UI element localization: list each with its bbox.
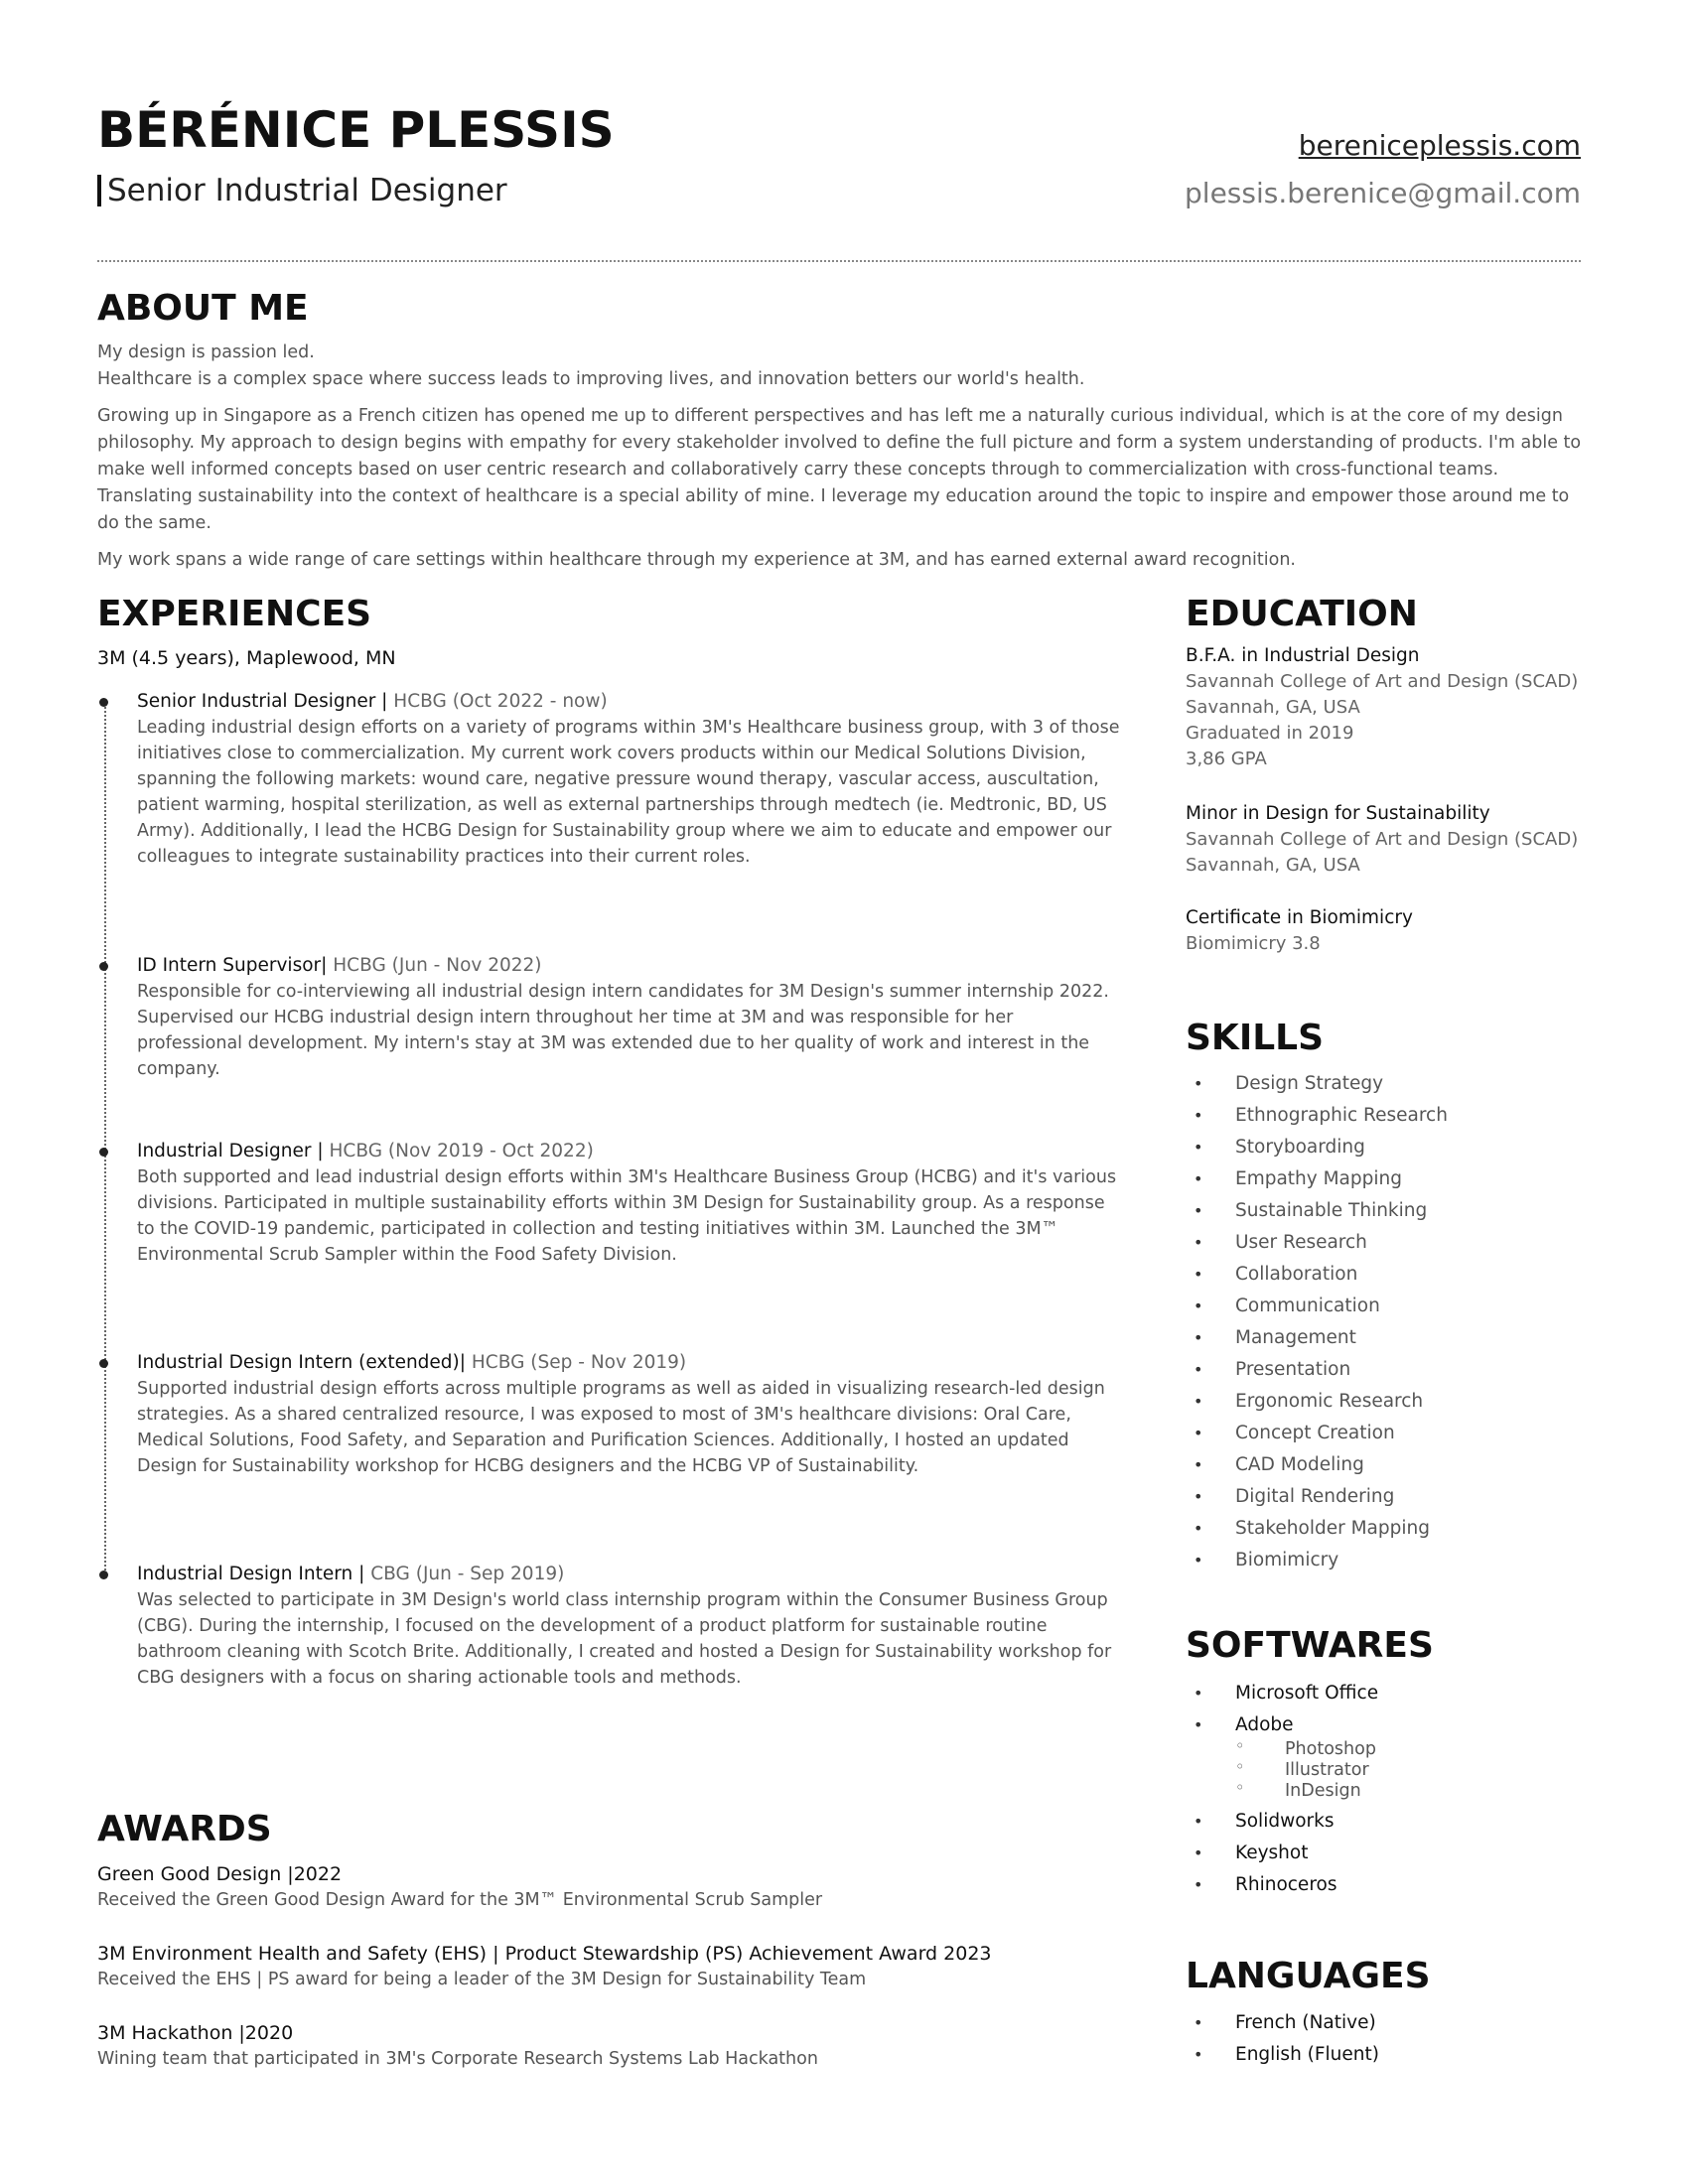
education-item <box>1186 801 1578 879</box>
education-line: Savannah, GA, USA <box>1186 855 1360 876</box>
languages-heading: LANGUAGES <box>1186 1956 1431 1996</box>
degree-title: Certificate in Biomimicry <box>1186 907 1413 928</box>
languages-list <box>1186 2007 1379 2071</box>
softwares-list <box>1186 1678 1378 1901</box>
experiences-heading: EXPERIENCES <box>97 594 372 634</box>
awards-heading: AWARDS <box>97 1809 272 1849</box>
experience-title <box>137 1350 1120 1376</box>
education-line: Savannah, GA, USA <box>1186 697 1360 718</box>
education-line: Savannah College of Art and Design (SCAD) <box>1186 671 1579 692</box>
timeline-dot <box>99 698 108 707</box>
experience-role: ID Intern Supervisor| <box>137 955 328 976</box>
website-link[interactable]: bereniceplessis.com <box>1298 129 1581 162</box>
award-description: Received the Green Good Design Award for the 3M™ Environmental Scrub Sampler <box>97 1890 823 1910</box>
education-line: Biomimicry 3.8 <box>1186 933 1321 954</box>
about-heading: ABOUT ME <box>97 288 309 329</box>
about-paragraph-4: My work spans a wide range of care settings within healthcare through my experience at 3M, and has earned external award recognition. <box>97 550 1296 570</box>
award-description: Received the EHS | PS award for being a leader of the 3M Design for Sustainability Team <box>97 1970 867 1989</box>
software-subitem: ◦ Illustrator <box>1186 1760 1378 1781</box>
skill-item: • Stakeholder Mapping <box>1186 1513 1448 1545</box>
timeline-dot <box>99 1359 108 1368</box>
skill-item: • Communication <box>1186 1291 1448 1322</box>
education-heading: EDUCATION <box>1186 594 1418 634</box>
experience-item <box>137 689 1120 870</box>
award-title: Green Good Design |2022 <box>97 1863 343 1885</box>
award-title: 3M Hackathon |2020 <box>97 2022 294 2044</box>
experience-title <box>137 1562 1120 1587</box>
experience-meta: HCBG (Sep - Nov 2019) <box>466 1352 687 1373</box>
job-title <box>97 173 507 208</box>
experience-item <box>137 1350 1120 1479</box>
experience-meta: HCBG (Oct 2022 - now) <box>387 691 608 712</box>
email-address[interactable]: plessis.berenice@gmail.com <box>1185 177 1581 209</box>
experience-role: Industrial Designer | <box>137 1141 324 1161</box>
timeline-dot <box>99 1570 108 1579</box>
software-subitem: ◦ Photoshop <box>1186 1739 1378 1760</box>
skills-list <box>1186 1068 1448 1576</box>
experience-item <box>137 1562 1120 1691</box>
skill-item: • Empathy Mapping <box>1186 1163 1448 1195</box>
skill-item: • Management <box>1186 1322 1448 1354</box>
skill-item: • Storyboarding <box>1186 1132 1448 1163</box>
award-title: 3M Environment Health and Safety (EHS) | Product Stewardship (PS) Achievement Award 2023 <box>97 1943 992 1965</box>
software-item: • Rhinoceros <box>1186 1869 1378 1901</box>
skill-item: • Digital Rendering <box>1186 1481 1448 1513</box>
education-line: Savannah College of Art and Design (SCAD) <box>1186 829 1579 850</box>
skill-item: • Biomimicry <box>1186 1545 1448 1576</box>
skill-item: • Sustainable Thinking <box>1186 1195 1448 1227</box>
experience-title <box>137 689 1120 715</box>
experience-description: Leading industrial design efforts on a variety of programs within 3M's Healthcare business group, with 3 of those initiatives close to commercialization. My current work covers products within our Medical Solutions Division, spanning the following markets: wound care, negative pressure wound therapy, vascular access, auscultation, patient warming, hospital sterilization, as well as external partnerships through medtech (ie. Medtronic, BD, US Army). Additionally, I lead the HCBG Design for Sustainability group where we aim to educate and empower our colleagues to integrate sustainability practices into their current roles. <box>137 718 1120 867</box>
experience-description: Was selected to participate in 3M Design's world class internship program within the Consumer Business Group (CBG). During the internship, I focused on the development of a product platform for sustainable routine bathroom cleaning with Scotch Brite. Additionally, I created and hosted a Design for Sustainability workshop for CBG designers with a focus on sharing actionable tools and methods. <box>137 1590 1112 1688</box>
about-paragraph-2: Growing up in Singapore as a French citizen has opened me up to different perspectives and has left me a naturally curious individual, which is at the core of my design philosophy. My approach to design begins with empathy for every stakeholder involved to define the full picture and form a system understanding of products. I'm able to make well informed concepts based on user centric research and collaboratively carry these concepts through to commercialization with cross-functional teams. <box>97 406 1582 479</box>
software-item: • Adobe <box>1186 1709 1378 1741</box>
skills-heading: SKILLS <box>1186 1018 1325 1058</box>
skill-item: • Ergonomic Research <box>1186 1386 1448 1418</box>
experience-role: Senior Industrial Designer | <box>137 691 388 712</box>
experience-meta: HCBG (Nov 2019 - Oct 2022) <box>323 1141 594 1161</box>
experience-item <box>137 953 1120 1082</box>
resume-name: BÉRÉNICE PLESSIS <box>97 101 615 159</box>
software-subitem: ◦ InDesign <box>1186 1781 1378 1802</box>
education-line: Graduated in 2019 <box>1186 723 1354 744</box>
experience-description: Supported industrial design efforts across multiple programs as well as aided in visualizing research-led design strategies. As a shared centralized resource, I was exposed to most of 3M's healthcare divisions: Oral Care, Medical Solutions, Food Safety, and Separation and Purification Sciences. Additionally, I hosted an updated Design for Sustainability workshop for HCBG designers and the HCBG VP of Sustainability. <box>137 1379 1105 1476</box>
experience-title <box>137 1139 1120 1164</box>
degree-title: B.F.A. in Industrial Design <box>1186 645 1420 666</box>
degree-title: Minor in Design for Sustainability <box>1186 803 1490 824</box>
skill-item: • Collaboration <box>1186 1259 1448 1291</box>
about-line-2: Healthcare is a complex space where success leads to improving lives, and innovation betters our world's health. <box>97 369 1085 389</box>
softwares-heading: SOFTWARES <box>1186 1625 1434 1666</box>
education-item <box>1186 905 1413 957</box>
skill-item: • Design Strategy <box>1186 1068 1448 1100</box>
skill-item: • Ethnographic Research <box>1186 1100 1448 1132</box>
experience-role: Industrial Design Intern | <box>137 1564 365 1584</box>
experience-item <box>137 1139 1120 1268</box>
software-item: • Keyshot <box>1186 1838 1378 1869</box>
skill-item: • Presentation <box>1186 1354 1448 1386</box>
header-divider <box>97 260 1581 262</box>
skill-item: • User Research <box>1186 1227 1448 1259</box>
experience-role: Industrial Design Intern (extended)| <box>137 1352 467 1373</box>
education-line: 3,86 GPA <box>1186 749 1267 769</box>
software-item: • Microsoft Office <box>1186 1678 1378 1709</box>
title-bar-decoration <box>97 175 101 206</box>
company-line: 3M (4.5 years), Maplewood, MN <box>97 647 396 669</box>
experience-meta: CBG (Jun - Sep 2019) <box>364 1564 565 1584</box>
about-paragraph-3: Translating sustainability into the context of healthcare is a special ability of mine. I leverage my education around the topic to inspire and empower those around me to do the same. <box>97 486 1570 533</box>
about-section <box>97 340 1587 584</box>
award-description: Wining team that participated in 3M's Corporate Research Systems Lab Hackathon <box>97 2049 818 2069</box>
skill-item: • Concept Creation <box>1186 1418 1448 1449</box>
about-line-1: My design is passion led. <box>97 342 315 362</box>
experience-description: Responsible for co-interviewing all industrial design intern candidates for 3M Design's summer internship 2022. Supervised our HCBG industrial design intern throughout her time at 3M and was responsible for her professional development. My intern's stay at 3M was extended due to her quality of work and interest in the company. <box>137 982 1109 1079</box>
language-item: • French (Native) <box>1186 2007 1379 2039</box>
software-item: • Solidworks <box>1186 1806 1378 1838</box>
language-item: • English (Fluent) <box>1186 2039 1379 2071</box>
timeline-dot <box>99 962 108 971</box>
award-item <box>97 2020 1190 2072</box>
job-title-text: Senior Industrial Designer <box>107 173 507 208</box>
experience-description: Both supported and lead industrial design efforts within 3M's Healthcare Business Group (HCBG) and it's various divisions. Participated in multiple sustainability efforts within 3M Design for Sustainability group. As a response to the COVID-19 pandemic, participated in collection and testing initiatives within 3M. Launched the 3M™ Environmental Scrub Sampler within the Food Safety Division. <box>137 1167 1117 1265</box>
experience-meta: HCBG (Jun - Nov 2022) <box>327 955 542 976</box>
education-item <box>1186 643 1578 772</box>
award-item <box>97 1941 1190 1992</box>
timeline-dot <box>99 1148 108 1157</box>
skill-item: • CAD Modeling <box>1186 1449 1448 1481</box>
experience-title <box>137 953 1120 979</box>
experience-timeline <box>104 700 106 1573</box>
award-item <box>97 1861 1190 1913</box>
